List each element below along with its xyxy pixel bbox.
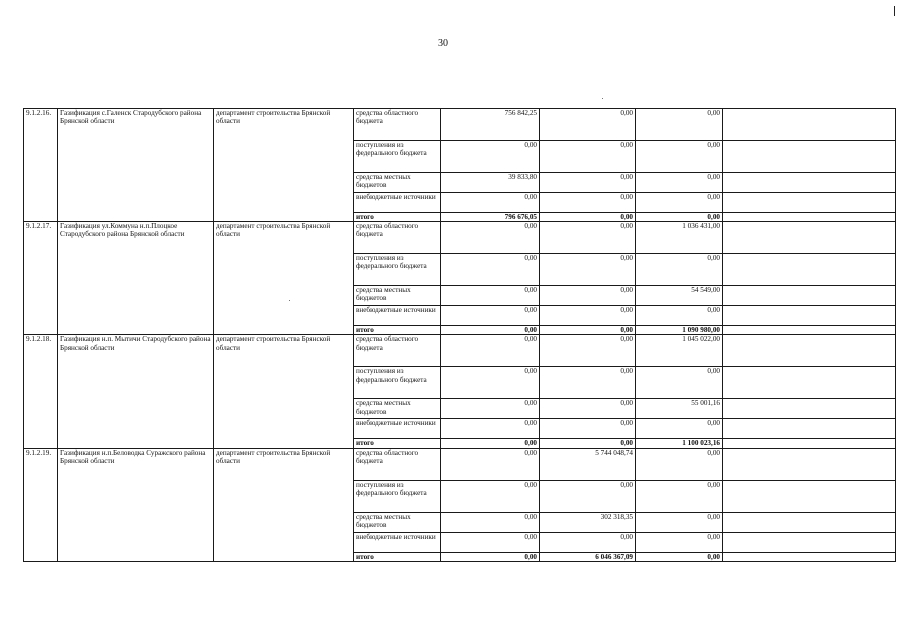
- empty-cell: [723, 213, 896, 222]
- empty-cell: [723, 109, 896, 141]
- funding-source: средства местных бюджетов: [354, 173, 441, 193]
- amount-year-1: 796 676,05: [441, 213, 540, 222]
- amount-year-2: 0,00: [540, 532, 636, 552]
- amount-year-3: 0,00: [636, 532, 723, 552]
- amount-year-2: 0,00: [540, 439, 636, 448]
- amount-year-2: 6 046 367,09: [540, 552, 636, 561]
- funding-source: средства областного бюджета: [354, 222, 441, 254]
- amount-year-3: 0,00: [636, 109, 723, 141]
- amount-year-2: 0,00: [540, 173, 636, 193]
- amount-year-3: 55 001,16: [636, 399, 723, 419]
- funding-source: средства местных бюджетов: [354, 512, 441, 532]
- amount-year-3: 54 549,00: [636, 286, 723, 306]
- empty-cell: [723, 419, 896, 439]
- amount-year-2: 0,00: [540, 109, 636, 141]
- funding-source: средства местных бюджетов: [354, 399, 441, 419]
- budget-table-body: [24, 109, 896, 562]
- amount-year-1: 0,00: [441, 399, 540, 419]
- amount-year-1: 0,00: [441, 367, 540, 399]
- amount-year-1: 0,00: [441, 512, 540, 532]
- amount-year-1: 0,00: [441, 419, 540, 439]
- amount-year-2: 5 744 048,74: [540, 448, 636, 480]
- funding-source: средства местных бюджетов: [354, 286, 441, 306]
- amount-year-3: 0,00: [636, 141, 723, 173]
- amount-year-3: 1 100 023,16: [636, 439, 723, 448]
- amount-year-2: 0,00: [540, 286, 636, 306]
- amount-year-1: 0,00: [441, 306, 540, 326]
- project-executor: департамент строительства Брянской области: [214, 335, 354, 448]
- scan-edge-mark: [894, 6, 895, 16]
- amount-year-2: 0,00: [540, 254, 636, 286]
- project-executor: департамент строительства Брянской области: [214, 222, 354, 335]
- amount-year-3: 0,00: [636, 419, 723, 439]
- funding-source: поступления из федерального бюджета: [354, 480, 441, 512]
- amount-year-3: 0,00: [636, 306, 723, 326]
- empty-cell: [723, 326, 896, 335]
- amount-year-1: 0,00: [441, 141, 540, 173]
- amount-year-1: 0,00: [441, 532, 540, 552]
- empty-cell: [723, 254, 896, 286]
- page-number: 30: [438, 38, 448, 49]
- funding-source: средства областного бюджета: [354, 448, 441, 480]
- amount-year-1: 0,00: [441, 222, 540, 254]
- empty-cell: [723, 335, 896, 367]
- project-executor: департамент строительства Брянской области: [214, 109, 354, 222]
- total-label: итого: [354, 213, 441, 222]
- empty-cell: [723, 448, 896, 480]
- amount-year-2: 302 318,35: [540, 512, 636, 532]
- amount-year-3: 1 036 431,00: [636, 222, 723, 254]
- empty-cell: [723, 399, 896, 419]
- empty-cell: [723, 552, 896, 561]
- amount-year-2: 0,00: [540, 141, 636, 173]
- empty-cell: [723, 222, 896, 254]
- project-number: 9.1.2.18.: [24, 335, 58, 448]
- project-name: Газификация н.п.Беловодка Суражского района Брянской области: [58, 448, 214, 561]
- amount-year-2: 0,00: [540, 222, 636, 254]
- amount-year-3: 0,00: [636, 552, 723, 561]
- empty-cell: [723, 286, 896, 306]
- amount-year-3: 0,00: [636, 254, 723, 286]
- amount-year-1: 0,00: [441, 448, 540, 480]
- budget-table: [23, 108, 896, 562]
- project-number: 9.1.2.16.: [24, 109, 58, 222]
- empty-cell: [723, 367, 896, 399]
- amount-year-1: 0,00: [441, 326, 540, 335]
- funding-source: поступления из федерального бюджета: [354, 254, 441, 286]
- amount-year-3: 0,00: [636, 512, 723, 532]
- amount-year-1: 756 842,25: [441, 109, 540, 141]
- amount-year-2: 0,00: [540, 480, 636, 512]
- amount-year-2: 0,00: [540, 367, 636, 399]
- total-label: итого: [354, 326, 441, 335]
- amount-year-2: 0,00: [540, 306, 636, 326]
- amount-year-2: 0,00: [540, 335, 636, 367]
- empty-cell: [723, 173, 896, 193]
- empty-cell: [723, 141, 896, 173]
- funding-source: средства областного бюджета: [354, 335, 441, 367]
- table-row: [24, 335, 896, 367]
- funding-source: средства областного бюджета: [354, 109, 441, 141]
- project-number: 9.1.2.19.: [24, 448, 58, 561]
- project-executor: департамент строительства Брянской области: [214, 448, 354, 561]
- empty-cell: [723, 439, 896, 448]
- amount-year-3: 0,00: [636, 173, 723, 193]
- empty-cell: [723, 512, 896, 532]
- amount-year-2: 0,00: [540, 419, 636, 439]
- amount-year-3: 0,00: [636, 448, 723, 480]
- table-row: [24, 448, 896, 480]
- amount-year-3: 0,00: [636, 480, 723, 512]
- project-name: Газификация н.п. Мытичи Стародубского района Брянской области: [58, 335, 214, 448]
- amount-year-1: 39 833,80: [441, 173, 540, 193]
- amount-year-2: 0,00: [540, 213, 636, 222]
- amount-year-2: 0,00: [540, 399, 636, 419]
- empty-cell: [723, 480, 896, 512]
- funding-source: поступления из федерального бюджета: [354, 367, 441, 399]
- table-row: [24, 222, 896, 254]
- amount-year-1: 0,00: [441, 335, 540, 367]
- funding-source: внебюджетные источники: [354, 193, 441, 213]
- amount-year-1: 0,00: [441, 193, 540, 213]
- project-number: 9.1.2.17.: [24, 222, 58, 335]
- amount-year-3: 0,00: [636, 193, 723, 213]
- empty-cell: [723, 306, 896, 326]
- funding-source: внебюджетные источники: [354, 306, 441, 326]
- funding-source: поступления из федерального бюджета: [354, 141, 441, 173]
- amount-year-1: 0,00: [441, 552, 540, 561]
- amount-year-1: 0,00: [441, 439, 540, 448]
- empty-cell: [723, 193, 896, 213]
- table-row: [24, 109, 896, 141]
- funding-source: внебюджетные источники: [354, 532, 441, 552]
- amount-year-1: 0,00: [441, 480, 540, 512]
- scan-speck: [602, 98, 603, 99]
- amount-year-2: 0,00: [540, 326, 636, 335]
- project-name: Газификация ул.Коммуна н.п.Плоцкое Стародубского района Брянской области: [58, 222, 214, 335]
- amount-year-3: 1 045 022,00: [636, 335, 723, 367]
- project-name: Газификация с.Галенск Стародубского района Брянской области: [58, 109, 214, 222]
- total-label: итого: [354, 439, 441, 448]
- total-label: итого: [354, 552, 441, 561]
- funding-source: внебюджетные источники: [354, 419, 441, 439]
- empty-cell: [723, 532, 896, 552]
- amount-year-1: 0,00: [441, 254, 540, 286]
- amount-year-3: 0,00: [636, 213, 723, 222]
- amount-year-3: 1 090 980,00: [636, 326, 723, 335]
- amount-year-3: 0,00: [636, 367, 723, 399]
- amount-year-2: 0,00: [540, 193, 636, 213]
- amount-year-1: 0,00: [441, 286, 540, 306]
